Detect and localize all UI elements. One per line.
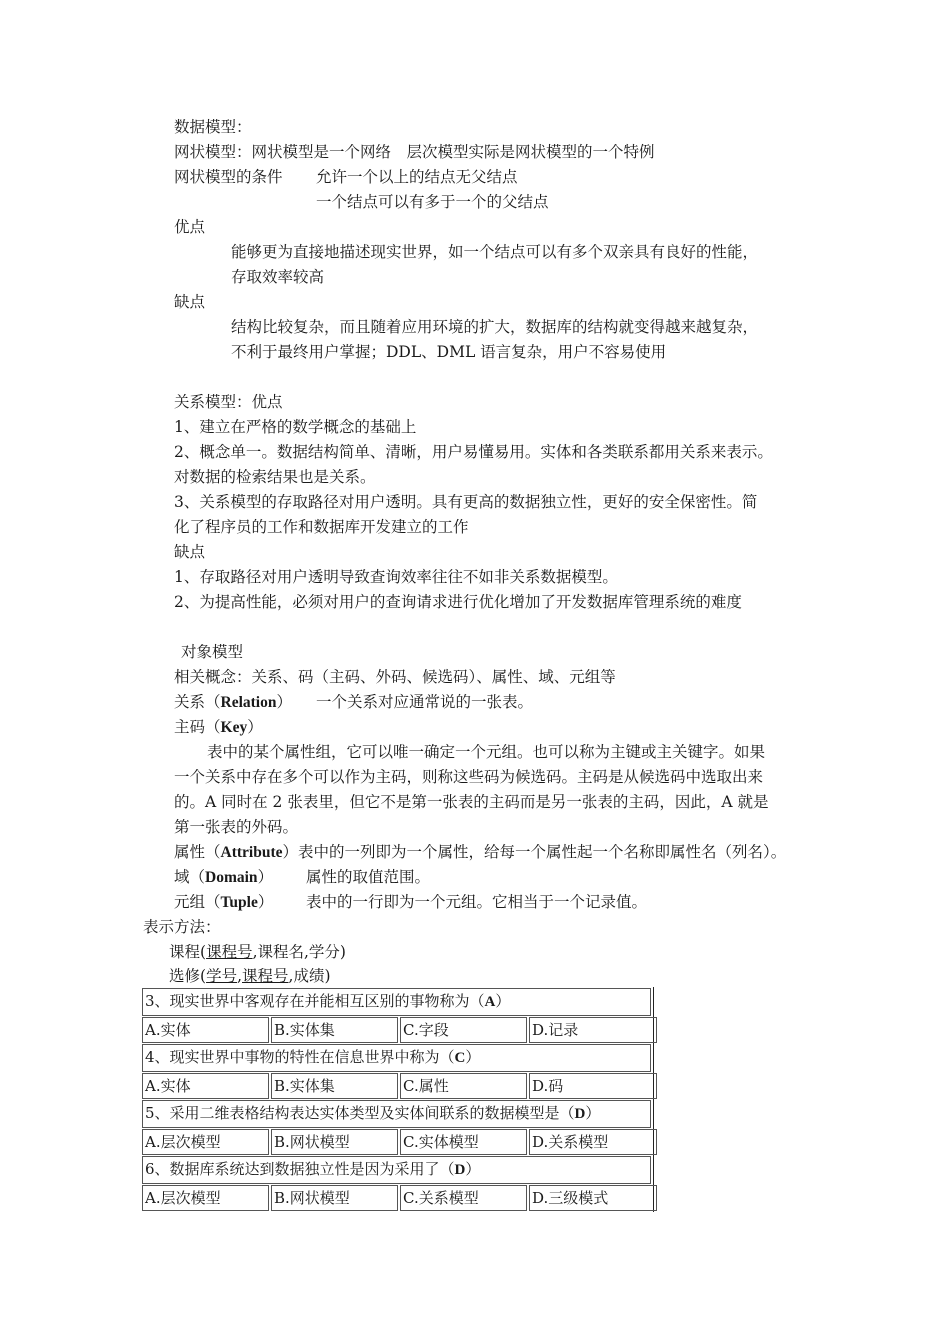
key-text-2: 一个关系中存在多个可以作为主码，则称这些码为候选码。主码是从候选码中选取出来 [174, 768, 764, 786]
option-cell: D.关系模型 [529, 1129, 657, 1155]
relational-adv-3-cont: 化了程序员的工作和数据库开发建立的工作 [174, 518, 469, 536]
term-tuple: Tuple [220, 894, 258, 911]
term-key: Key [220, 719, 248, 736]
question-row: 3、现实世界中客观存在并能相互区别的事物称为（A） [142, 988, 651, 1016]
option-cell: A.实体 [142, 1073, 269, 1099]
advantages-heading: 优点 [174, 218, 206, 236]
domain-description: 属性的取值范围。 [306, 868, 431, 886]
advantage-text-1: 能够更为直接地描述现实世界，如一个结点可以有多个双亲具有良好的性能， [231, 243, 759, 261]
key-text-1: 表中的某个属性组，它可以唯一确定一个元组。也可以称为主键或主关键字。如果 [207, 743, 766, 761]
attribute-definition: 属性（Attribute）表中的一列即为一个属性，给每一个属性起一个名称即属性名（列名）。 [174, 843, 787, 861]
options-row [142, 1073, 651, 1099]
option-cell: A.实体 [142, 1017, 269, 1043]
option-cell: D.记录 [529, 1017, 657, 1043]
option-cell: D.码 [529, 1073, 657, 1099]
relation-description: 一个关系对应通常说的一张表。 [316, 693, 534, 711]
answer: D [454, 1162, 466, 1178]
answer: A [484, 994, 496, 1010]
option-cell: C.字段 [400, 1017, 527, 1043]
key-text-4: 第一张表的外码。 [174, 818, 299, 836]
key-heading: 主码（Key） [174, 718, 263, 736]
enrollment-key-student: 学号 [206, 967, 238, 985]
relational-disadv-heading: 缺点 [174, 543, 206, 561]
answer: C [454, 1050, 466, 1066]
disadvantage-text-1: 结构比较复杂，而且随着应用环境的扩大，数据库的结构就变得越来越复杂， [231, 318, 759, 336]
related-concepts: 相关概念：关系、码（主码、外码、候选码）、属性、域、元组等 [174, 668, 616, 686]
option-cell: C.关系模型 [400, 1185, 527, 1211]
question-row: 6、数据库系统达到数据独立性是因为采用了（D） [142, 1156, 651, 1184]
relational-adv-2-cont: 对数据的检索结果也是关系。 [174, 468, 376, 486]
term-attribute: Attribute [220, 844, 283, 861]
option-cell: B.网状模型 [271, 1129, 398, 1155]
advantage-text-2: 存取效率较高 [231, 268, 325, 286]
option-cell: B.实体集 [271, 1073, 398, 1099]
answer: D [574, 1106, 586, 1122]
term-relation: Relation [220, 694, 277, 711]
relational-adv-3: 3、关系模型的存取路径对用户透明。具有更高的数据独立性，更好的安全保密性。简 [174, 493, 758, 511]
relational-adv-1: 1、建立在严格的数学概念的基础上 [174, 418, 417, 436]
relation-definition: 关系（Relation） [174, 693, 292, 711]
option-cell: A.层次模型 [142, 1185, 269, 1211]
options-row [142, 1185, 651, 1211]
key-text-3: 的。A 同时在 2 张表里，但它不是第一张表的主码而是另一张表的主码，因此，A 就是 [174, 793, 769, 811]
relational-adv-2: 2、概念单一。数据结构简单、清晰，用户易懂易用。实体和各类联系都用关系来表示。 [174, 443, 773, 461]
option-cell: B.网状模型 [271, 1185, 398, 1211]
quiz-table [141, 987, 654, 1212]
enrollment-schema: 选修(学号,课程号,成绩) [169, 967, 331, 985]
condition-2: 一个结点可以有多于一个的父结点 [316, 193, 549, 211]
option-cell: C.实体模型 [400, 1129, 527, 1155]
object-model-heading: 对象模型 [181, 643, 244, 661]
heading-data-model: 数据模型： [174, 118, 252, 136]
relational-model-heading: 关系模型：优点 [174, 393, 283, 411]
options-row [142, 1129, 651, 1155]
disadvantage-text-2: 不利于最终用户掌握；DDL、DML 语言复杂，用户不容易使用 [231, 343, 667, 361]
term-domain: Domain [205, 869, 258, 886]
relational-disadv-1: 1、存取路径对用户透明导致查询效率往往不如非关系数据模型。 [174, 568, 618, 586]
enrollment-key-course: 课程号 [242, 967, 289, 985]
tuple-definition: 元组（Tuple） [174, 893, 274, 911]
option-cell: B.实体集 [271, 1017, 398, 1043]
representation-heading: 表示方法： [143, 918, 221, 936]
conditions-label: 网状模型的条件 [174, 168, 283, 186]
tuple-description: 表中的一行即为一个元组。它相当于一个记录值。 [306, 893, 648, 911]
option-cell: A.层次模型 [142, 1129, 269, 1155]
option-cell: C.属性 [400, 1073, 527, 1099]
question-row: 5、采用二维表格结构表达实体类型及实体间联系的数据模型是（D） [142, 1100, 651, 1128]
relational-disadv-2: 2、为提高性能，必须对用户的查询请求进行优化增加了开发数据库管理系统的难度 [174, 593, 742, 611]
disadvantages-heading: 缺点 [174, 293, 206, 311]
domain-definition: 域（Domain） [174, 868, 274, 886]
option-cell: D.三级模式 [529, 1185, 657, 1211]
options-row [142, 1017, 651, 1043]
course-schema: 课程(课程号,课程名,学分) [169, 943, 346, 961]
network-model-conditions [174, 165, 283, 190]
question-row: 4、现实世界中事物的特性在信息世界中称为（C） [142, 1044, 651, 1072]
network-model-line: 网状模型：网状模型是一个网络 层次模型实际是网状模型的一个特例 [174, 143, 655, 161]
condition-1: 允许一个以上的结点无父结点 [316, 168, 518, 186]
course-primary-key: 课程号 [206, 943, 253, 961]
